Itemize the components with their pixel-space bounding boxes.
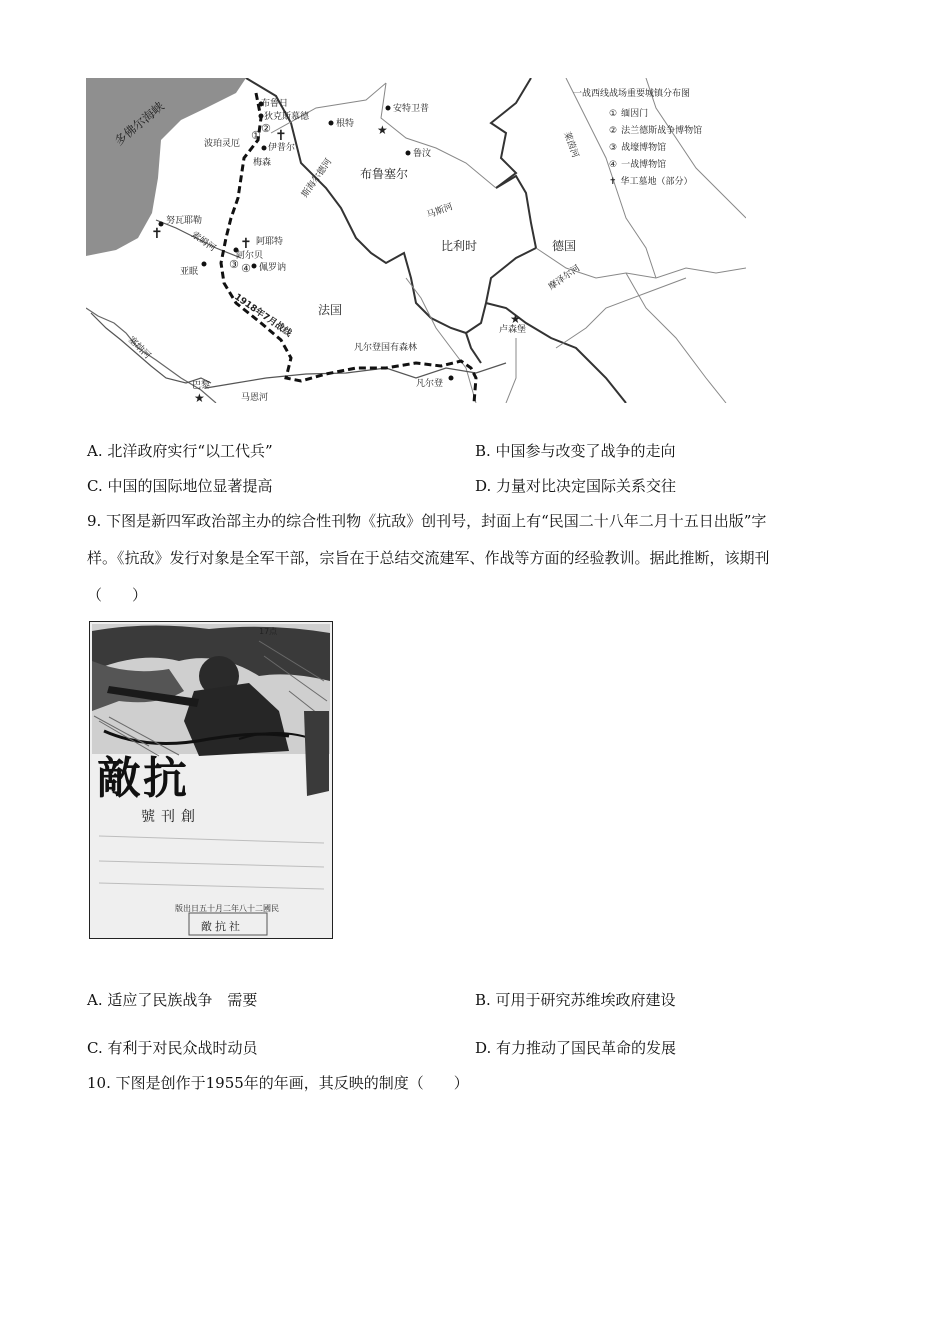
q9-stem-line1: 9. 下图是新四军政治部主办的综合性刊物《抗敌》创刊号，封面上有“民国二十八年二月十五日出版”字: [87, 512, 767, 530]
border-be-de: [466, 176, 536, 333]
legend-item-3: ③ 战壕博物馆: [609, 143, 667, 153]
svg-text:★: ★: [194, 391, 205, 403]
map-label-dixmude: 狄克斯慕德: [264, 112, 310, 122]
q8-option-b[interactable]: B. 中国参与改变了战争的走向: [475, 442, 676, 460]
cover-corner-text: 17点: [259, 627, 278, 636]
map-label-ypres: 伊普尔: [268, 143, 296, 153]
legend-item-2: ② 法兰德斯战争博物馆: [609, 126, 703, 136]
map-label-albert: 阿尔贝: [236, 251, 264, 261]
map-label-poperinge: 波珀灵厄: [204, 139, 241, 149]
map-label-ghent: 根特: [336, 119, 355, 129]
map-label-messines: 梅森: [253, 158, 272, 168]
svg-text:③: ③: [229, 258, 239, 271]
marne-river: [206, 363, 506, 388]
border-lux: [486, 303, 626, 403]
map-legend: [573, 87, 702, 187]
map-label-amiens: 亚眠: [180, 267, 199, 277]
border-be-nl: [491, 78, 531, 188]
cover-publisher: 敵抗社: [201, 920, 243, 933]
map-label-noyelles: 努瓦耶勒: [166, 216, 203, 226]
map-label-antwerp: 安特卫普: [393, 104, 430, 114]
q9-option-c[interactable]: C. 有利于对民众战时动员: [87, 1039, 258, 1057]
map-label-luxembourg: 卢森堡: [499, 325, 527, 335]
western-front-map: [86, 78, 746, 403]
q10-stem-line1: 10. 下图是创作于1955年的年画，其反映的制度（ ）: [87, 1074, 469, 1092]
map-label-leuven: 鲁汶: [413, 149, 432, 159]
legend-item-4: ④ 一战博物馆: [609, 160, 667, 170]
svg-text:②: ②: [261, 122, 271, 135]
map-label-verdun: 凡尔登: [416, 379, 444, 389]
cover-title: 敵抗: [97, 753, 189, 804]
map-label-front: 1918年7月战线: [232, 292, 294, 340]
map-label-belgium: 比利时: [441, 239, 478, 253]
seine-river: [91, 313, 211, 383]
svg-text:✝: ✝: [275, 128, 287, 144]
map-label-france: 法国: [318, 303, 343, 317]
map-label-somme: 索姆河: [189, 230, 218, 254]
map-label-moselle: 摩泽尔河: [546, 263, 583, 293]
map-label-seine: 塞纳河: [125, 335, 153, 362]
q9-option-b[interactable]: B. 可用于研究苏维埃政府建设: [475, 991, 676, 1009]
q8-option-a[interactable]: A. 北洋政府实行“以工代兵”: [87, 442, 273, 460]
map-label-meuse: 马斯河: [425, 202, 455, 221]
svg-text:④: ④: [241, 262, 251, 275]
svg-text:①: ①: [251, 129, 261, 142]
q9-stem-line2: 样。《抗敌》发行对象是全军干部，宗旨在于总结交流建军、作战等方面的经验教训。据此推断，该期刊: [87, 549, 770, 567]
svg-text:✝: ✝: [151, 226, 163, 242]
kangdi-magazine-cover: [89, 621, 333, 939]
map-label-paris: 巴黎: [192, 381, 211, 391]
sea-area: [86, 78, 246, 256]
map-label-brussels: 布鲁塞尔: [360, 167, 409, 181]
map-label-scheldt: 斯海尔德河: [300, 157, 335, 200]
q8-option-c[interactable]: C. 中国的国际地位显著提高: [87, 477, 273, 495]
map-label-brugge: 布鲁日: [261, 99, 289, 109]
map-label-arras: 阿耶特: [256, 237, 284, 247]
map-label-rhine: 莱茵河: [561, 130, 580, 160]
legend-item-5: ✝ 华工墓地（部分）: [609, 177, 693, 187]
map-label-marne: 马恩河: [241, 393, 269, 403]
map-label-peronne: 佩罗讷: [259, 263, 287, 273]
cover-subtitle: 號刊創: [141, 809, 201, 825]
q8-option-d[interactable]: D. 力量对比决定国际关系交往: [475, 477, 677, 495]
svg-text:★: ★: [510, 312, 521, 326]
legend-title: 一战西线战场重要城镇分布图: [573, 89, 691, 99]
svg-text:✝: ✝: [240, 236, 252, 252]
map-label-germany: 德国: [552, 239, 577, 253]
q9-stem-line3: （ ）: [87, 586, 148, 604]
svg-text:★: ★: [377, 123, 388, 137]
cover-date: 版出日五十月二年八十二國民: [175, 904, 279, 913]
q9-option-d[interactable]: D. 有力推动了国民革命的发展: [475, 1039, 677, 1057]
q9-option-a[interactable]: A. 适应了民族战争 需要: [87, 991, 258, 1009]
map-label-argonne: 凡尔登国有森林: [354, 343, 418, 353]
map-label-dover: 多佛尔海峡: [111, 98, 167, 149]
legend-item-1: ① 缅因门: [609, 109, 649, 119]
